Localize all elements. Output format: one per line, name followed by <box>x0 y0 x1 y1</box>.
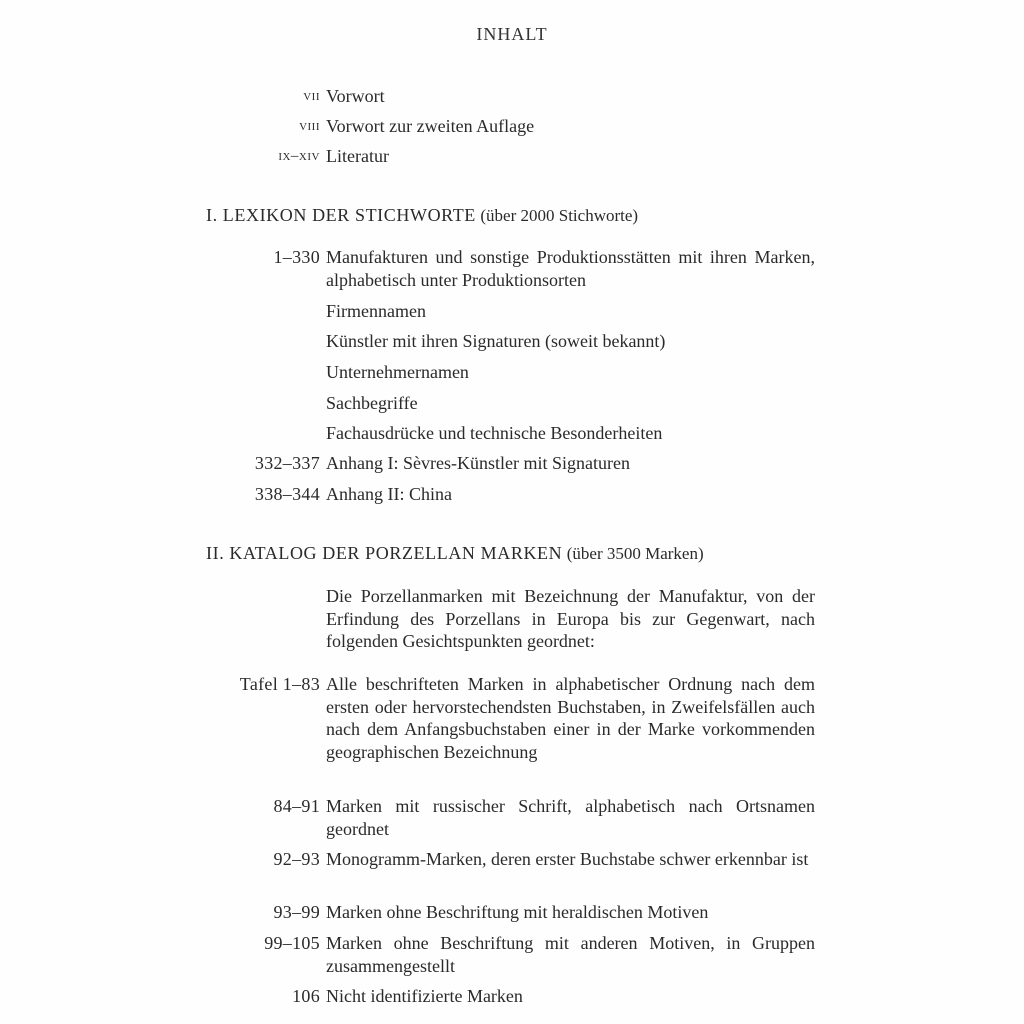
page-range: 338–344 <box>254 484 320 504</box>
entry-text: Manufakturen und sonstige Produktionsstätten mit ihren Marken, alphabetisch unter Produktionsorten <box>326 247 815 290</box>
page-range: 106 <box>292 986 320 1006</box>
entry-text: Literatur <box>326 146 389 166</box>
entry-text: Sachbegriffe <box>326 393 418 413</box>
section-note: (über 2000 Stichworte) <box>480 206 639 225</box>
intro-text: Die Porzellanmarken mit Bezeichnung der Manufaktur, von der Erfindung des Porzellans in Europa bis zur Gegenwart, nach folgenden Gesichtspunkten geordnet: <box>326 586 815 651</box>
page-range: 84–91 <box>273 796 320 816</box>
section-heading-katalog <box>206 543 704 564</box>
page-range: 92–93 <box>273 849 320 869</box>
entry-text: Fachausdrücke und technische Besonderheiten <box>326 423 663 443</box>
entry-text: Marken ohne Beschriftung mit anderen Motiven, in Gruppen zusammengestellt <box>326 933 815 976</box>
entry-text: Nicht identifizierte Marken <box>326 986 523 1006</box>
section-note: (über 3500 Marken) <box>566 544 704 563</box>
entry-text: Vorwort <box>326 86 385 106</box>
entry-text: Firmennamen <box>326 301 426 321</box>
section-title: II. KATALOG DER PORZELLAN MARKEN <box>206 543 563 563</box>
section-heading-lexikon <box>206 205 638 226</box>
entry-text: Anhang II: China <box>326 484 452 504</box>
page-range: ix–xiv <box>278 148 320 164</box>
entry-text: Monogramm-Marken, deren erster Buchstabe schwer erkennbar ist <box>326 849 809 869</box>
entry-text: Vorwort zur zweiten Auflage <box>326 116 535 136</box>
entry-text: Künstler mit ihren Signaturen (soweit bekannt) <box>326 331 666 351</box>
page-range: vii <box>303 88 320 104</box>
page-range: 99–105 <box>264 933 320 953</box>
entry-text: Alle beschrifteten Marken in alphabetischer Ordnung nach dem ersten oder hervorstechendsten Buchstaben, in Zweifelsfällen auch nach dem Anfangsbuchstaben einer in der Marke vorkommenden geographischen Bezeichnung <box>326 674 815 762</box>
section-title: I. LEXIKON DER STICHWORTE <box>206 205 476 225</box>
entry-text: Unternehmernamen <box>326 362 469 382</box>
page-range: 1–330 <box>273 247 320 267</box>
entry-text: Anhang I: Sèvres-Künstler mit Signaturen <box>326 453 630 473</box>
page-range: 332–337 <box>254 453 320 473</box>
page-range: Tafel 1–83 <box>239 674 320 694</box>
page-range: 93–99 <box>273 902 320 922</box>
entry-text: Marken ohne Beschriftung mit heraldischen Motiven <box>326 902 709 922</box>
page-title: INHALT <box>476 24 548 44</box>
page-range: viii <box>299 118 320 134</box>
entry-text: Marken mit russischer Schrift, alphabetisch nach Ortsnamen geordnet <box>326 796 815 839</box>
